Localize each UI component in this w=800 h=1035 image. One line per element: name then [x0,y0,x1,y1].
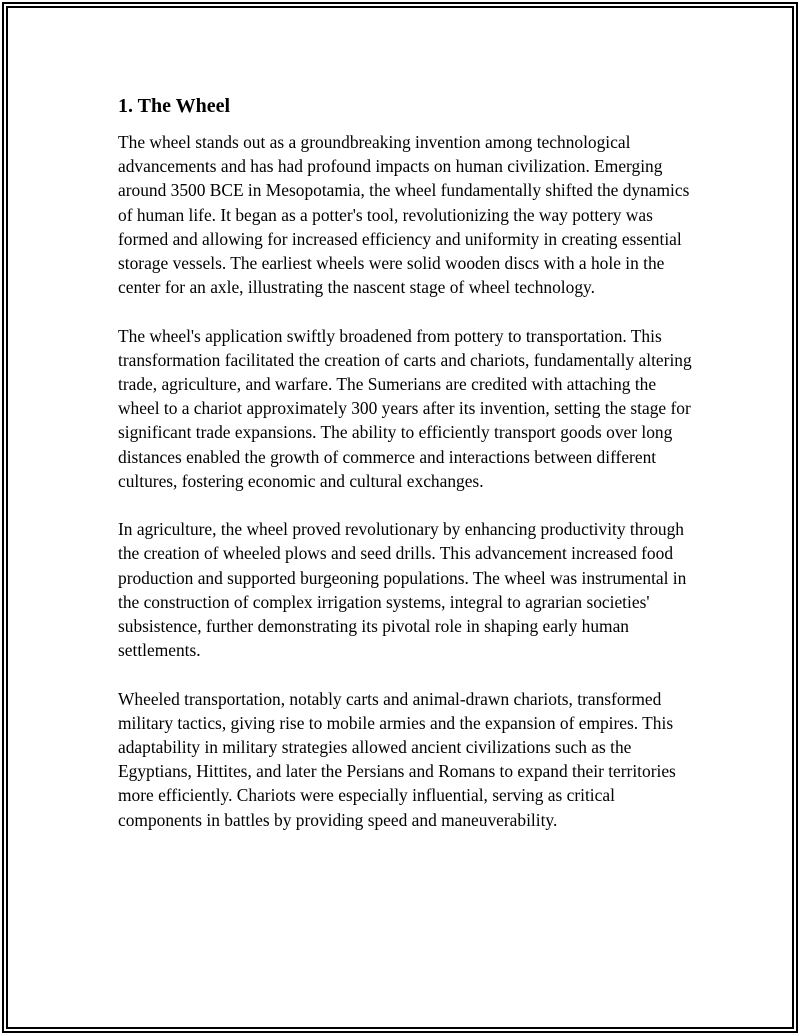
document-body [118,93,698,856]
section-heading: 1. The Wheel [118,95,231,117]
paragraph-military: Wheeled transportation, notably carts and animal-drawn chariots, transformed military tactics, giving rise to mobile armies and the expansion of empires. This adaptability in military strategies allowed ancient civilizations such as the Egyptians, Hittites, and later the Persians and Romans to expand their territories more efficiently. Chariots were especially influential, serving as critical components in battles by providing speed and maneuverability. [118,688,676,830]
paragraph-agriculture: In agriculture, the wheel proved revolutionary by enhancing productivity through the creation of wheeled plows and seed drills. This advancement increased food production and supported burgeoning populations. The wheel was instrumental in the construction of complex irrigation systems, integral to agrarian societies' subsistence, further demonstrating its pivotal role in shaping early human settlements. [118,519,687,661]
paragraph-origins: The wheel stands out as a groundbreaking invention among technological advancements and has had profound impacts on human civilization. Emerging around 3500 BCE in Mesopotamia, the wheel fundamentally shifted the dynamics of human life. It began as a potter's tool, revolutionizing the way pottery was formed and allowing for increased efficiency and uniformity in creating essential storage vessels. The earliest wheels were solid wooden discs with a hole in the center for an axle, illustrating the nascent stage of wheel technology. [118,132,690,298]
paragraph-transportation: The wheel's application swiftly broadened from pottery to transportation. This transformation facilitated the creation of carts and chariots, fundamentally altering trade, agriculture, and warfare. The Sumerians are credited with attaching the wheel to a chariot approximately 300 years after its invention, setting the stage for significant trade expansions. The ability to efficiently transport goods over long distances enabled the growth of commerce and interactions between different cultures, fostering economic and cultural exchanges. [118,325,692,491]
